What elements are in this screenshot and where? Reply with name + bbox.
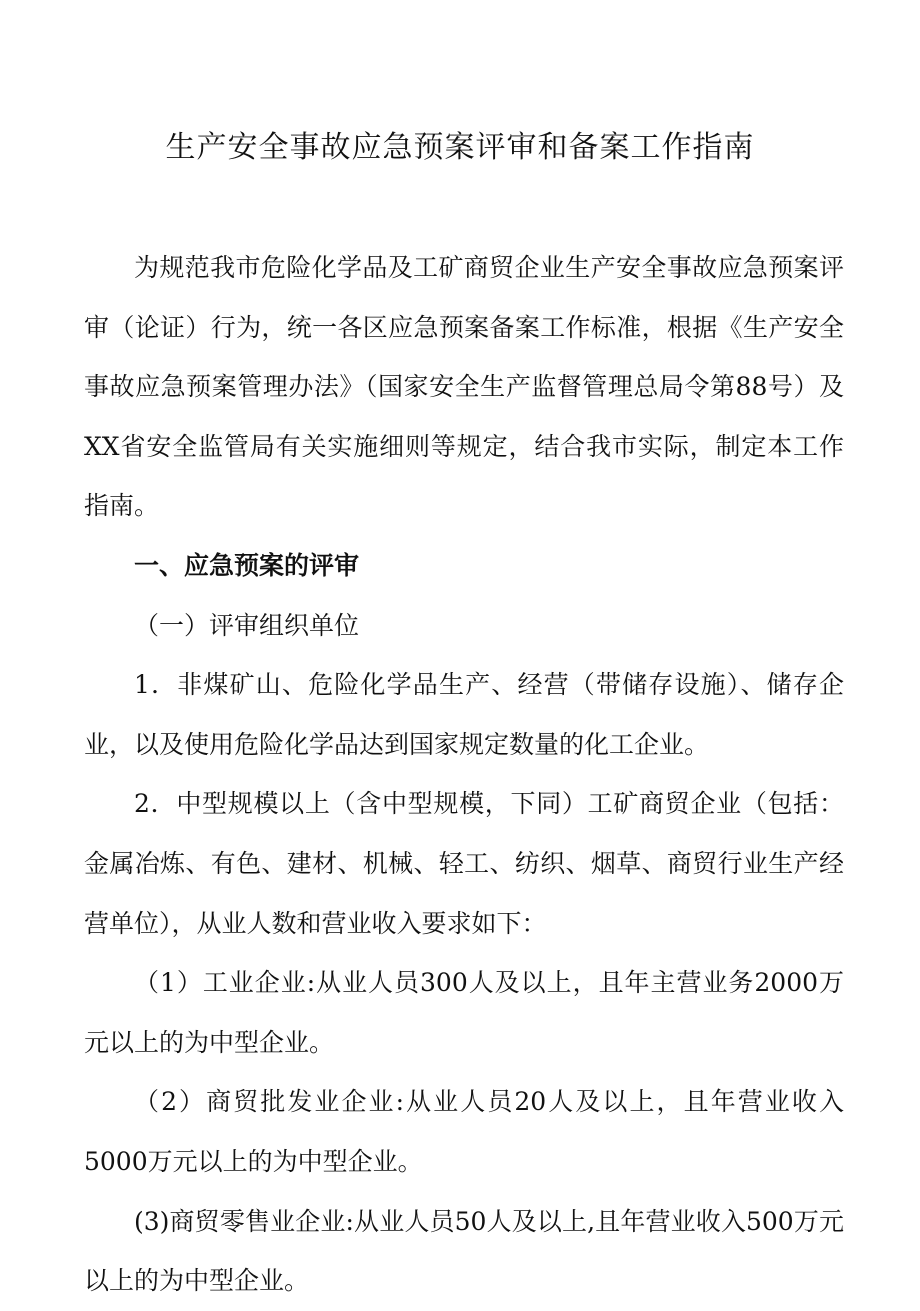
subsection-heading-organizer: （一）评审组织单位 bbox=[134, 610, 360, 640]
intro-paragraph: 为规范我市危险化学品及工矿商贸企业生产安全事故应急预案评审（论证）行为，统一各区应急预案备案工作标准，根据《生产安全事故应急预案管理办法》（国家安全生产监督管理总局令第88号）及XX省安全监管局有关实施细则等规定，结合我市实际，制定本工作指南。 bbox=[84, 253, 844, 521]
document-body bbox=[84, 238, 844, 1311]
criteria-industrial: （1）工业企业:从业人员300人及以上，且年主营业务2000万元以上的为中型企业。 bbox=[84, 968, 844, 1057]
list-item-1: 1．非煤矿山、危险化学品生产、经营（带储存设施）、储存企业，以及使用危险化学品达到国家规定数量的化工企业。 bbox=[84, 670, 844, 759]
list-item-2: 2．中型规模以上（含中型规模，下同）工矿商贸企业（包括：金属冶炼、有色、建材、机械、轻工、纺织、烟草、商贸行业生产经营单位），从业人数和营业收入要求如下： bbox=[84, 789, 844, 938]
section-heading-review: 一、应急预案的评审 bbox=[134, 550, 360, 580]
criteria-wholesale: （2）商贸批发业企业:从业人员20人及以上，且年营业收入5000万元以上的为中型企业。 bbox=[84, 1087, 844, 1176]
criteria-retail: (3)商贸零售业企业:从业人员50人及以上,且年营业收入500万元以上的为中型企业。 bbox=[84, 1206, 844, 1296]
document-title: 生产安全事故应急预案评审和备案工作指南 bbox=[165, 130, 755, 165]
